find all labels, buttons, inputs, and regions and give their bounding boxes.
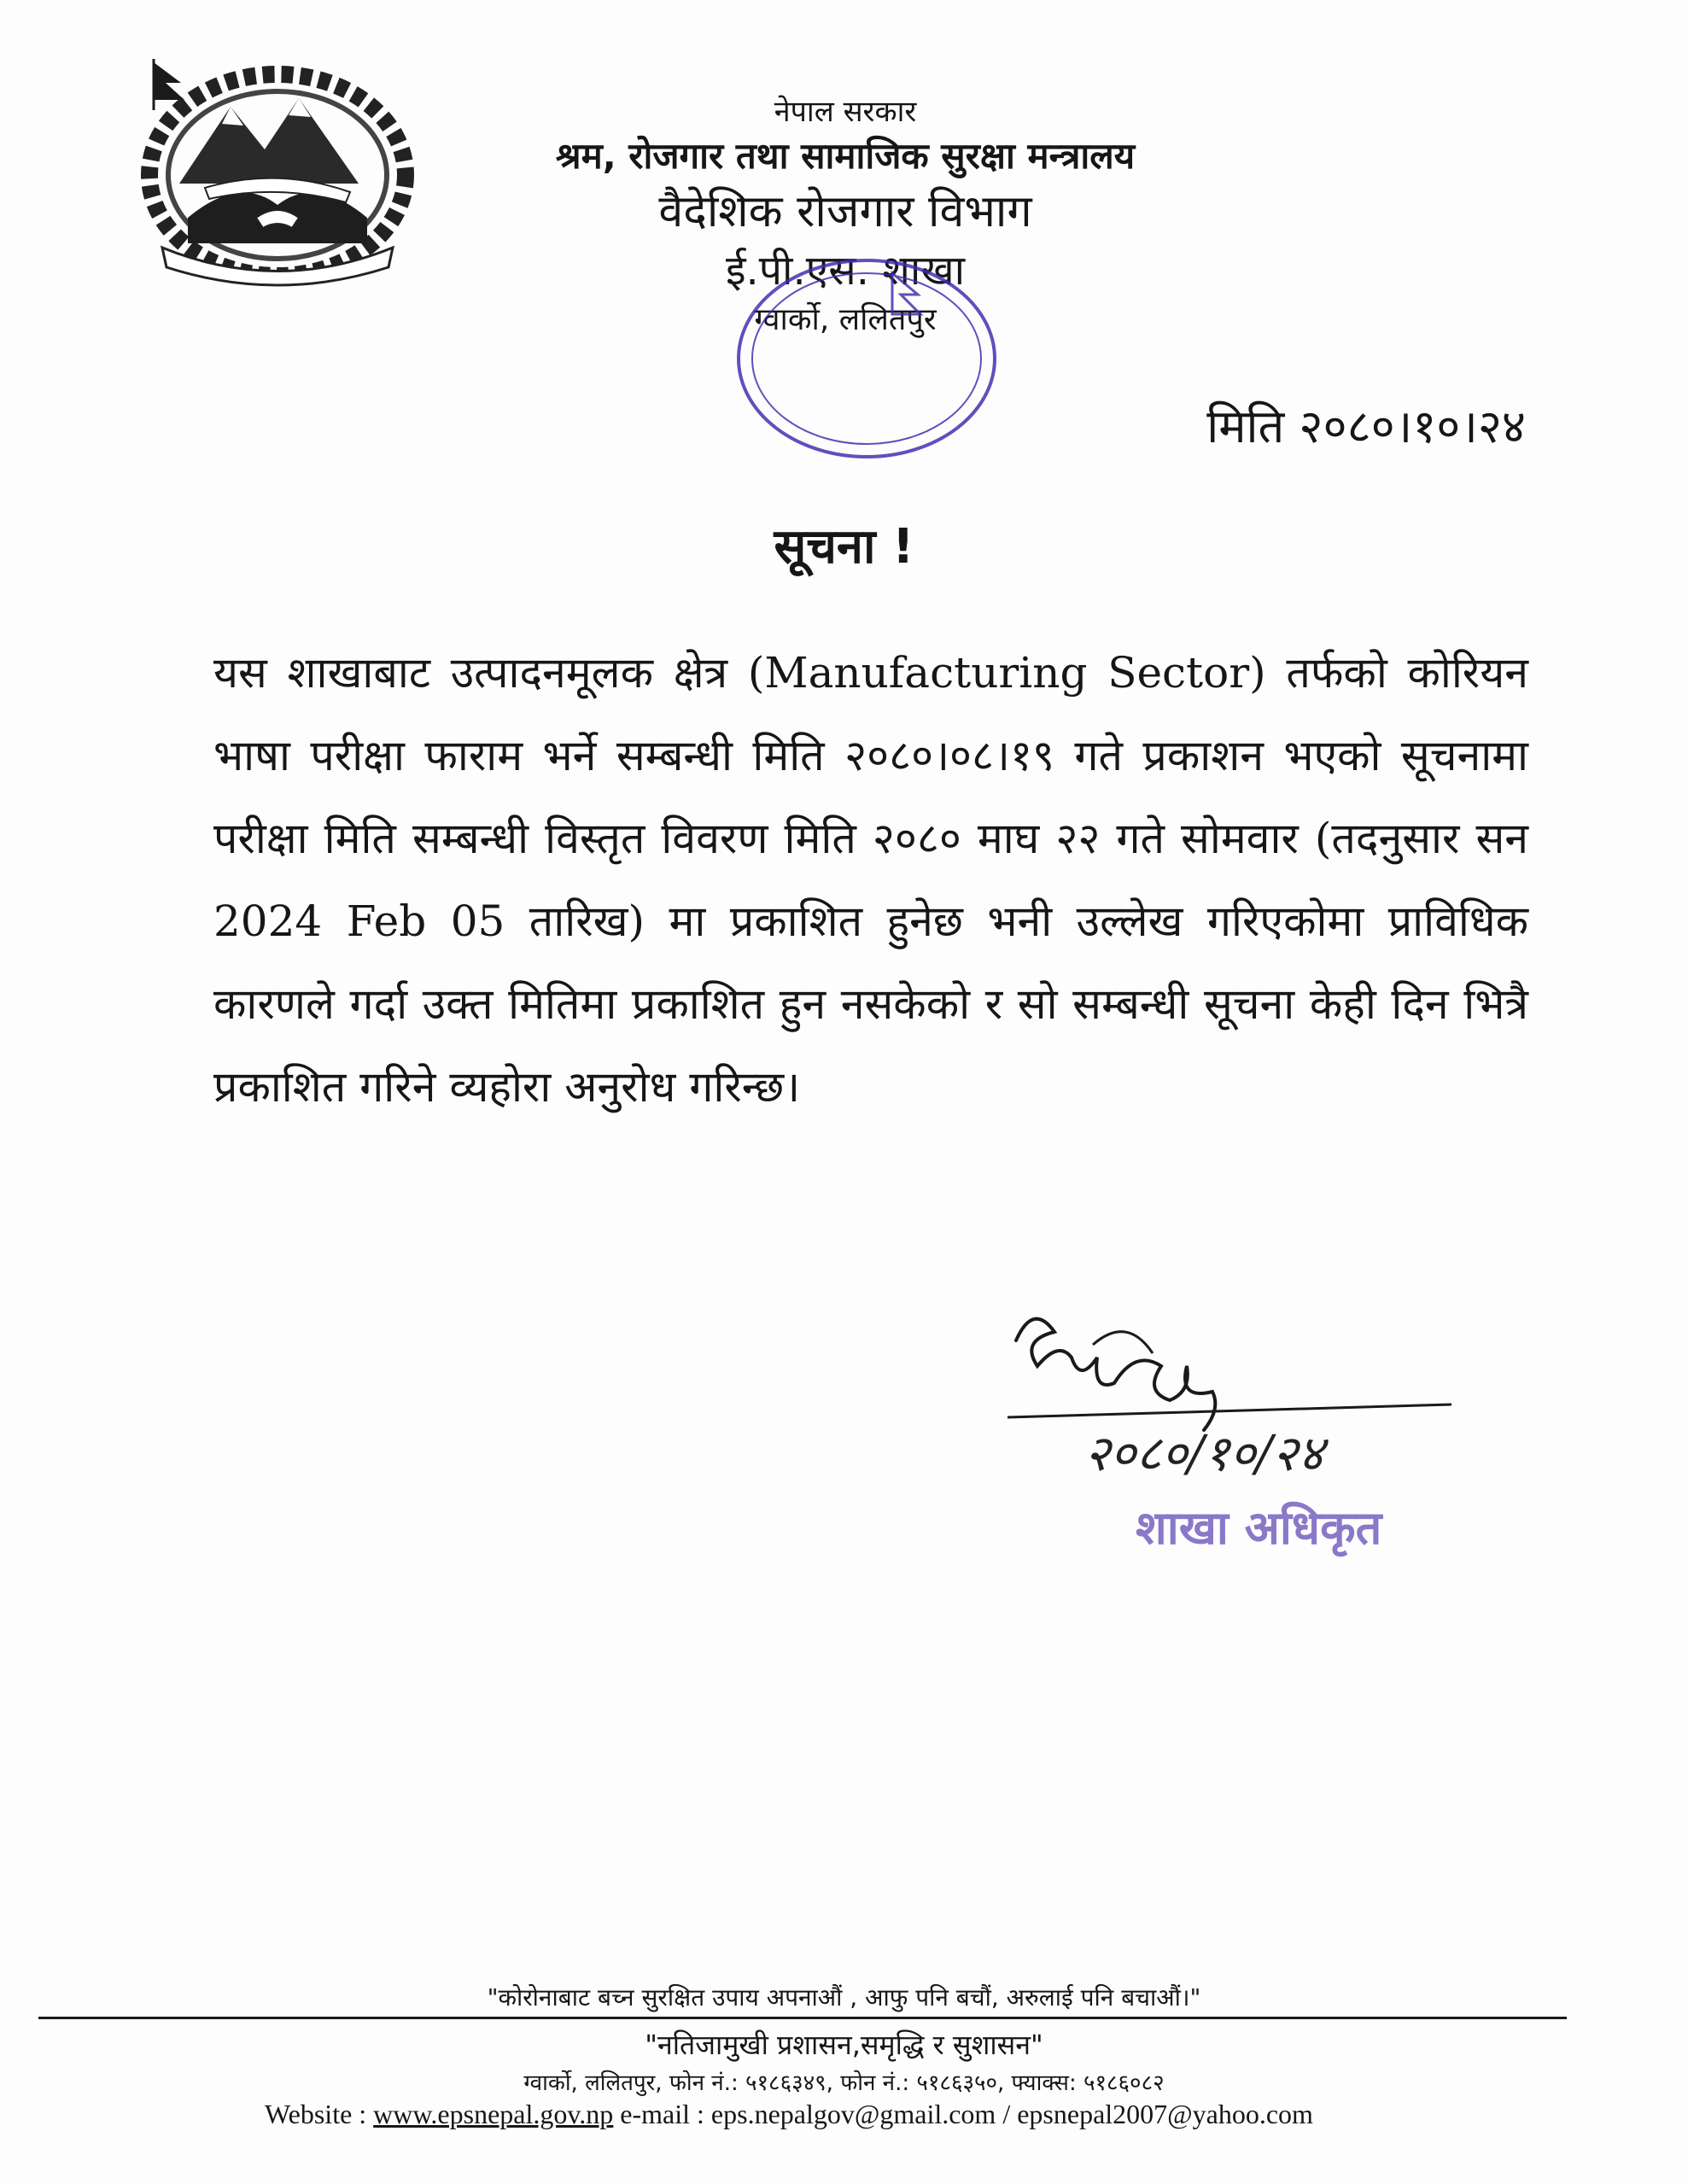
branch-name: ई.पी.एस. शाखा [725, 247, 966, 295]
office-address: ग्वार्को, ललितपुर [754, 302, 937, 337]
office-stamp-icon [726, 256, 1008, 478]
notice-title: सूचना ! [774, 519, 914, 575]
email-label: e-mail : [620, 2099, 704, 2129]
footer-motto: "नतिजामुखी प्रशासन,समृद्धि र सुशासन" [645, 2029, 1043, 2061]
nepal-government-emblem-icon [128, 47, 427, 303]
website-label: Website : [265, 2099, 367, 2129]
signature-date: २०८०/१०/२४ [1084, 1424, 1324, 1482]
footer-divider [38, 2017, 1567, 2019]
department-name: वैदेशिक रोजगार विभाग [658, 186, 1032, 237]
email-link-primary[interactable]: eps.nepalgov@gmail.com [710, 2099, 996, 2129]
notice-body: यस शाखाबाट उत्पादनमूलक क्षेत्र (Manufacturing Sector) तर्फको कोरियन भाषा परीक्षा फाराम भर्ने सम्बन्धी मिति २०८०।०८।१९ गते प्रकाशन भएको सूचनामा परीक्षा मिति सम्बन्धी विस्तृत विवरण मिति २०८० माघ २२ गते सोमवार (तदनुसार सन 2024 Feb 05 तारिख) मा प्रकाशित हुनेछ भनी उल्लेख गरिएकोमा प्राविधिक कारणले गर्दा उक्त मितिमा प्रकाशित हुन नसकेको र सो सम्बन्धी सूचना केही दिन भित्रै प्रकाशित गरिने व्यहोरा अनुरोध गरिन्छ। [213, 648, 1528, 1112]
government-name: नेपाल सरकार [774, 95, 917, 129]
footer-slogan: "कोरोनाबाट बच्न सुरक्षित उपाय अपनाऔं , आफु पनि बचौं, अरुलाई पनि बचाऔं।" [487, 1983, 1201, 2012]
email-link-secondary[interactable]: epsnepal2007@yahoo.com [1017, 2099, 1313, 2129]
website-link[interactable]: www.epsnepal.gov.np [373, 2099, 614, 2129]
notice-date: मिति २०८०।१०।२४ [1206, 400, 1526, 453]
ministry-name: श्रम, रोजगार तथा सामाजिक सुरक्षा मन्त्रालय [555, 135, 1136, 177]
email-separator: / [1002, 2099, 1011, 2129]
signatory-title: शाखा अधिकृत [1136, 1501, 1382, 1555]
footer-web-contact [265, 2099, 1313, 2130]
footer-contact: ग्वार्को, ललितपुर, फोन नं.: ५१८६३४९, फोन नं.: ५१८६३५०, फ्याक्स: ५१८६०८२ [523, 2070, 1165, 2096]
